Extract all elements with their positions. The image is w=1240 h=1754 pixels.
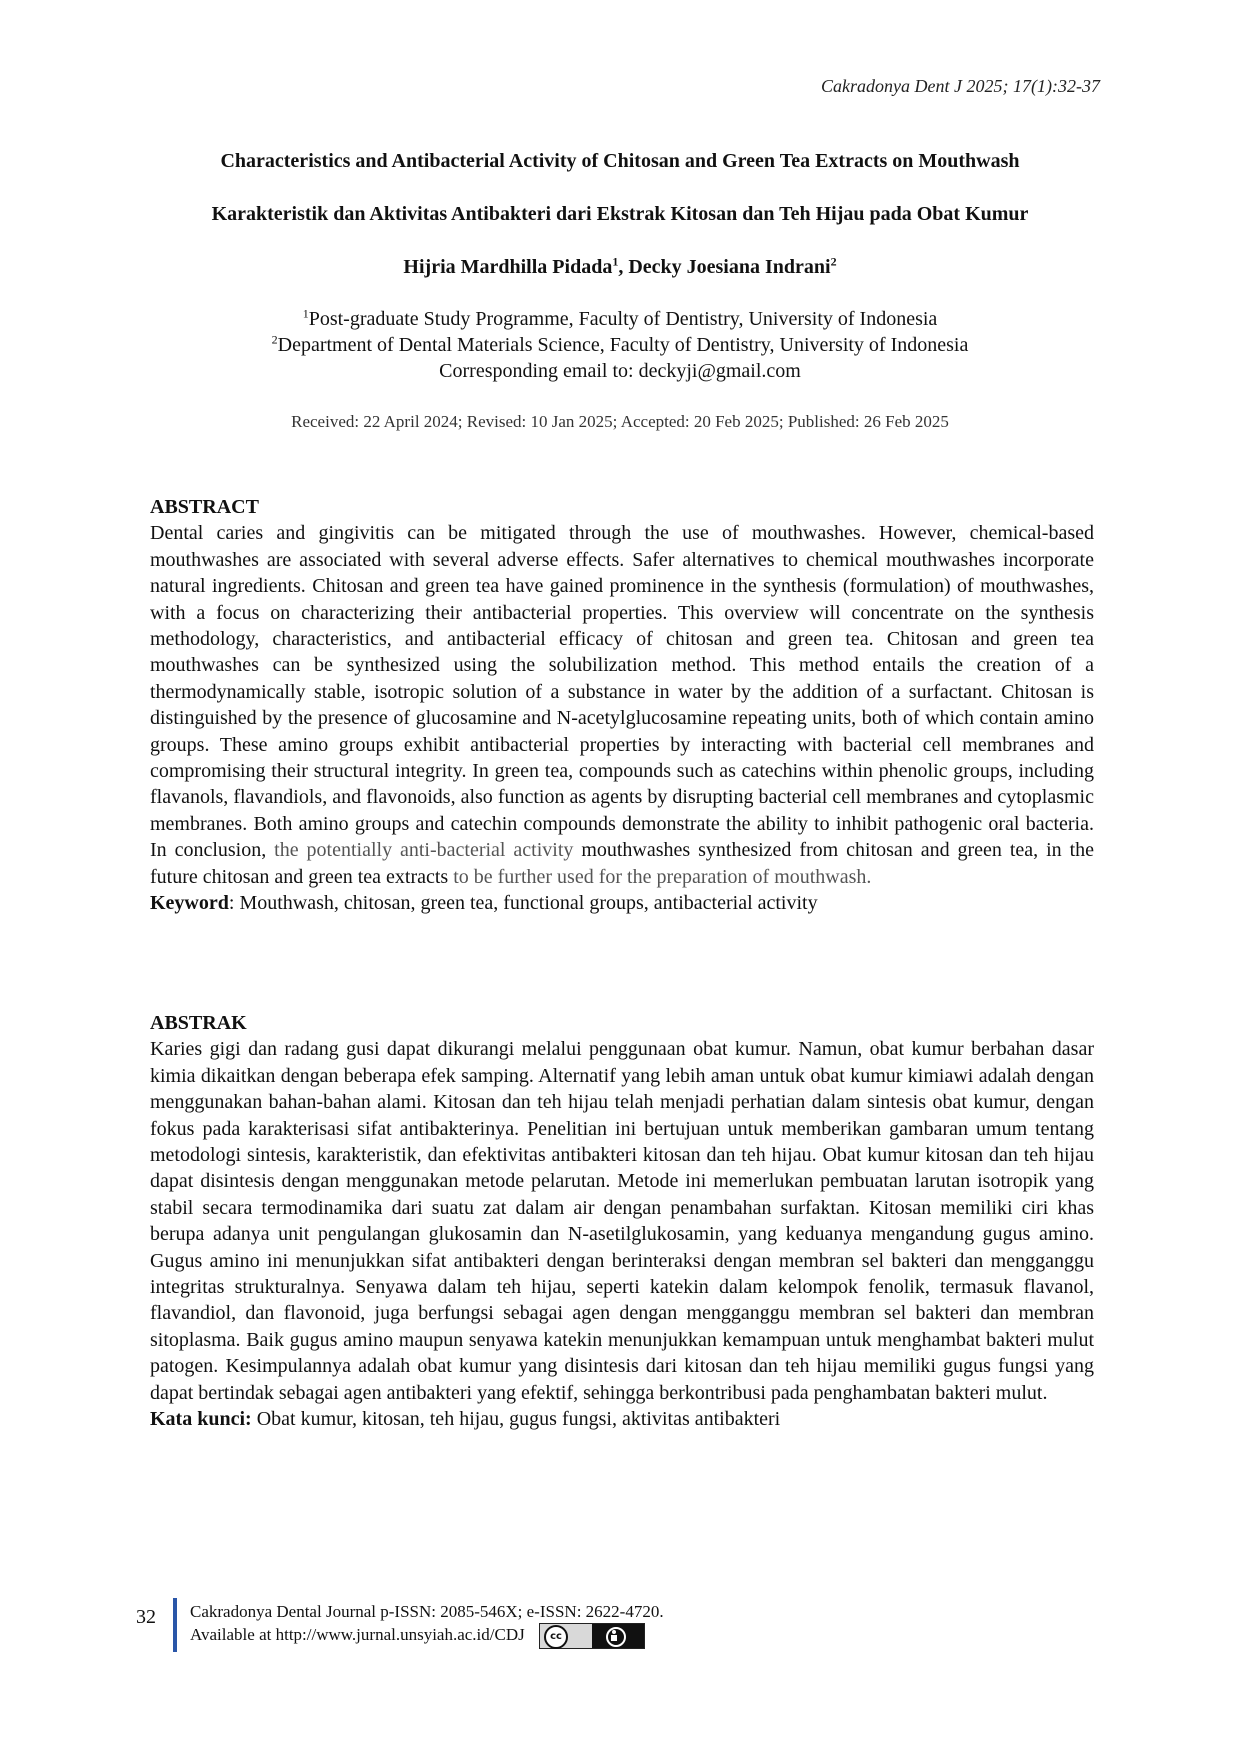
author-separator: , [618,256,629,278]
abstract-indonesian [150,1010,1094,1433]
abstrak-body: Karies gigi dan radang gusi dapat dikurangi melalui penggunaan obat kumur. Namun, obat kumur berbahan dasar kimia dikaitkan dengan beberapa efek samping. Alternatif yang lebih aman untuk obat kumur kimiawi adalah dengan menggunakan bahan-bahan alami. Kitosan dan teh hijau telah menjadi perhatian dalam sintesis obat kumur, dengan fokus pada karakterisasi sifat antibakterinya. Penelitian ini bertujuan untuk memberikan gambaran umum tentang metodologi sintesis, karakteristik, dan efektivitas antibakteri kitosan dan teh hijau. Obat kumur kitosan dan teh hijau dapat disintesis dengan menggunakan metode pelarutan. Metode ini memerlukan pembuatan larutan isotropik yang stabil secara termodinamika dari suatu zat dalam air dengan penambahan surfaktan. Kitosan memiliki ciri khas berupa adanya unit pengulangan glukosamin dan N-asetilglukosamin, yang keduanya mengandung gugus amino. Gugus amino ini menunjukkan sifat antibakteri dengan berinteraksi dengan membran sel bakteri dan mengganggu integritas strukturalnya. Senyawa dalam teh hijau, seperti katekin dalam kelompok fenolik, termasuk flavanol, flavandiol, dan flavonoid, juga berfungsi sebagai agen dengan mengganggu membran sel bakteri dan membran sitoplasma. Baik gugus amino maupun senyawa katekin menunjukkan kemampuan untuk menghambat bakteri mulut patogen. Kesimpulannya adalah obat kumur yang disintesis dari kitosan dan teh hijau memiliki gugus fungsi yang dapat bertindak sebagai agen antibakteri yang efektif, sehingga berkontribusi pada penghambatan bakteri mulut. [150,1038,1094,1404]
kata-kunci-label: Kata kunci: [150,1408,252,1431]
abstrak-heading: ABSTRAK [150,1012,247,1034]
cc-by-license-icon[interactable] [539,1623,645,1649]
kata-kunci-text: Obat kumur, kitosan, teh hijau, gugus fungsi, aktivitas antibakteri [251,1408,781,1431]
author-superscript: 1 [612,254,619,269]
attribution-body-icon [611,1635,617,1641]
footer-url[interactable]: Available at http://www.jurnal.unsyiah.ac.id/CDJ [190,1625,525,1644]
footer-divider [173,1598,177,1652]
article-title-indonesian: Karakteristik dan Aktivitas Antibakteri dari Ekstrak Kitosan dan Teh Hijau pada Obat Kumur [211,203,1029,225]
keywords-label: Keyword [150,892,229,915]
cc-icon [540,1624,592,1648]
affiliations [0,306,1240,384]
affiliation-text: Department of Dental Materials Science, Faculty of Dentistry, University of Indonesia [277,334,969,356]
cc-text: cc [544,1625,568,1649]
author-name: Hijria Mardhilla Pidada [403,256,613,278]
abstract-text-highlight: the potentially anti-bacterial activity [274,839,574,862]
author-superscript: 2 [830,254,837,269]
abstract-text: mouthwashes synthesized from chitosan and green tea, in the future chitosan and green tea extracts [150,839,1095,888]
corresponding-email: Corresponding email to: deckyji@gmail.com [439,360,801,382]
page-footer [136,1598,836,1652]
journal-reference: Cakradonya Dent J 2025; 17(1):32-37 [821,76,1100,96]
abstract-english [150,494,1094,917]
abstract-body [150,520,1094,890]
author-list [0,256,1240,279]
kata-kunci-line [150,1406,1094,1432]
affiliation-superscript: 1 [302,306,309,321]
affiliation-text: Post-graduate Study Programme, Faculty of Dentistry, University of Indonesia [308,308,938,330]
keywords-line [150,890,1094,916]
footer-availability [190,1623,664,1649]
affiliation-superscript: 2 [271,332,278,347]
abstract-text-highlight: to be further used for the preparation of mouthwash. [453,865,872,888]
affiliation-line [0,332,1240,358]
affiliation-line [0,306,1240,332]
footer-text [190,1600,664,1649]
article-title-english: Characteristics and Antibacterial Activity of Chitosan and Green Tea Extracts on Mouthwash [220,150,1020,172]
abstract-heading: ABSTRACT [150,496,259,518]
publication-dates: Received: 22 April 2024; Revised: 10 Jan 2025; Accepted: 20 Feb 2025; Published: 26 Feb 2025 [291,412,949,431]
page-number: 32 [136,1606,156,1628]
keywords-text: : Mouthwash, chitosan, green tea, functional groups, antibacterial activity [228,892,818,915]
author-name: Decky Joesiana Indrani [628,256,831,278]
footer-issn: Cakradonya Dental Journal p-ISSN: 2085-546X; e-ISSN: 2622-4720. [190,1602,664,1621]
abstract-text: Dental caries and gingivitis can be mitigated through the use of mouthwashes. However, chemical-based mouthwashes are associated with several adverse effects. Safer alternatives to chemical mouthwashes incorporate natural ingredients. Chitosan and green tea have gained prominence in the synthesis (formulation) of mouthwashes, with a focus on characterizing their antibacterial properties. This overview will concentrate on the synthesis methodology, characteristics, and antibacterial efficacy of chitosan and green tea. Chitosan and green tea mouthwashes can be synthesized using the solubilization method. This method entails the creation of a thermodynamically stable, isotropic solution of a substance in water by the addition of a surfactant. Chitosan is distinguished by the presence of glucosamine and N-acetylglucosamine repeating units, both of which contain amino groups. These amino groups exhibit antibacterial properties by interacting with bacterial cell membranes and compromising their structural integrity. In green tea, compounds such as catechins within phenolic groups, including flavanols, flavandiols, and flavonoids, also function as agents by disrupting bacterial cell membranes and cytoplasmic membranes. Both amino groups and catechin compounds demonstrate the ability to inhibit pathogenic oral bacteria. In conclusion, [150,522,1094,862]
